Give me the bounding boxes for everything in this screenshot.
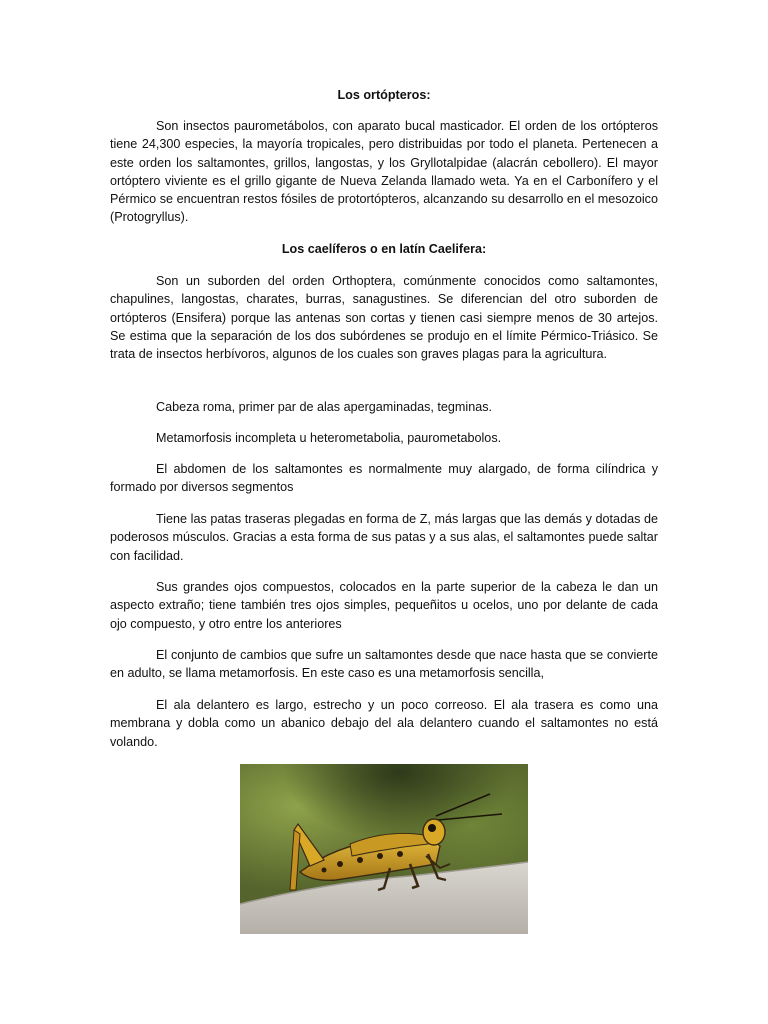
paragraph-ortopteros: Son insectos paurometábolos, con aparato bucal masticador. El orden de los ortópteros tiene 24,300 especies, la mayoría tropicales, pero distribuidas por todo el planeta. Pertenecen a este orden los saltamontes, grillos, langostas, y los Gryllotalpidae (alacrán cebollero). El mayor ortóptero viviente es el grillo gigante de Nueva Zelanda llamado weta. Ya en el Carbonífero y el Pérmico se encuentran restos fósiles de protortópteros, alcanzando su desarrollo en el mesozoico (Protogryllus).: [110, 119, 658, 225]
paragraph-ojos: Sus grandes ojos compuestos, colocados en la parte superior de la cabeza le dan un aspecto extraño; tiene también tres ojos simples, pequeñitos u ocelos, uno por delante de cada ojo compuesto, y otro entre los anteriores: [110, 580, 658, 631]
paragraph-patas: Tiene las patas traseras plegadas en forma de Z, más largas que las demás y dotadas de poderosos músculos. Gracias a esta forma de sus patas y a sus alas, el saltamontes puede saltar con facilidad.: [110, 512, 658, 563]
paragraph-cambios: El conjunto de cambios que sufre un saltamontes desde que nace hasta que se convierte en adulto, se llama metamorfosis. En este caso es una metamorfosis sencilla,: [110, 648, 658, 681]
paragraph-metamorfosis: Metamorfosis incompleta u heterometabolia, paurometabolos.: [156, 431, 502, 445]
paragraph-caeliferos: Son un suborden del orden Orthoptera, comúnmente conocidos como saltamontes, chapulines, langostas, charates, burras, sanagustines. Se diferencian del otro suborden de ortópteros (Ensifera) porque las antenas son cortas y tienen casi siempre menos de 30 artejos. Se estima que la separación de los dos subórdenes se produjo en el límite Pérmico-Triásico. Se trata de insectos herbívoros, algunos de los cuales son graves plagas para la agricultura.: [110, 274, 658, 362]
paragraph-abdomen: El abdomen de los saltamontes es normalmente muy alargado, de forma cilíndrica y formado por diversos segmentos: [110, 462, 658, 495]
document-title: Los ortópteros:: [337, 88, 431, 102]
grasshopper-photo: [240, 764, 528, 934]
paragraph-cabeza: Cabeza roma, primer par de alas apergaminadas, tegminas.: [156, 400, 493, 414]
section-heading-caeliferos: Los caelíferos o en latín Caelifera:: [281, 242, 487, 256]
paragraph-alas: El ala delantero es largo, estrecho y un poco correoso. El ala trasera es como una membrana y dobla como un abanico debajo del ala delantero cuando el saltamontes no está volando.: [110, 698, 658, 749]
